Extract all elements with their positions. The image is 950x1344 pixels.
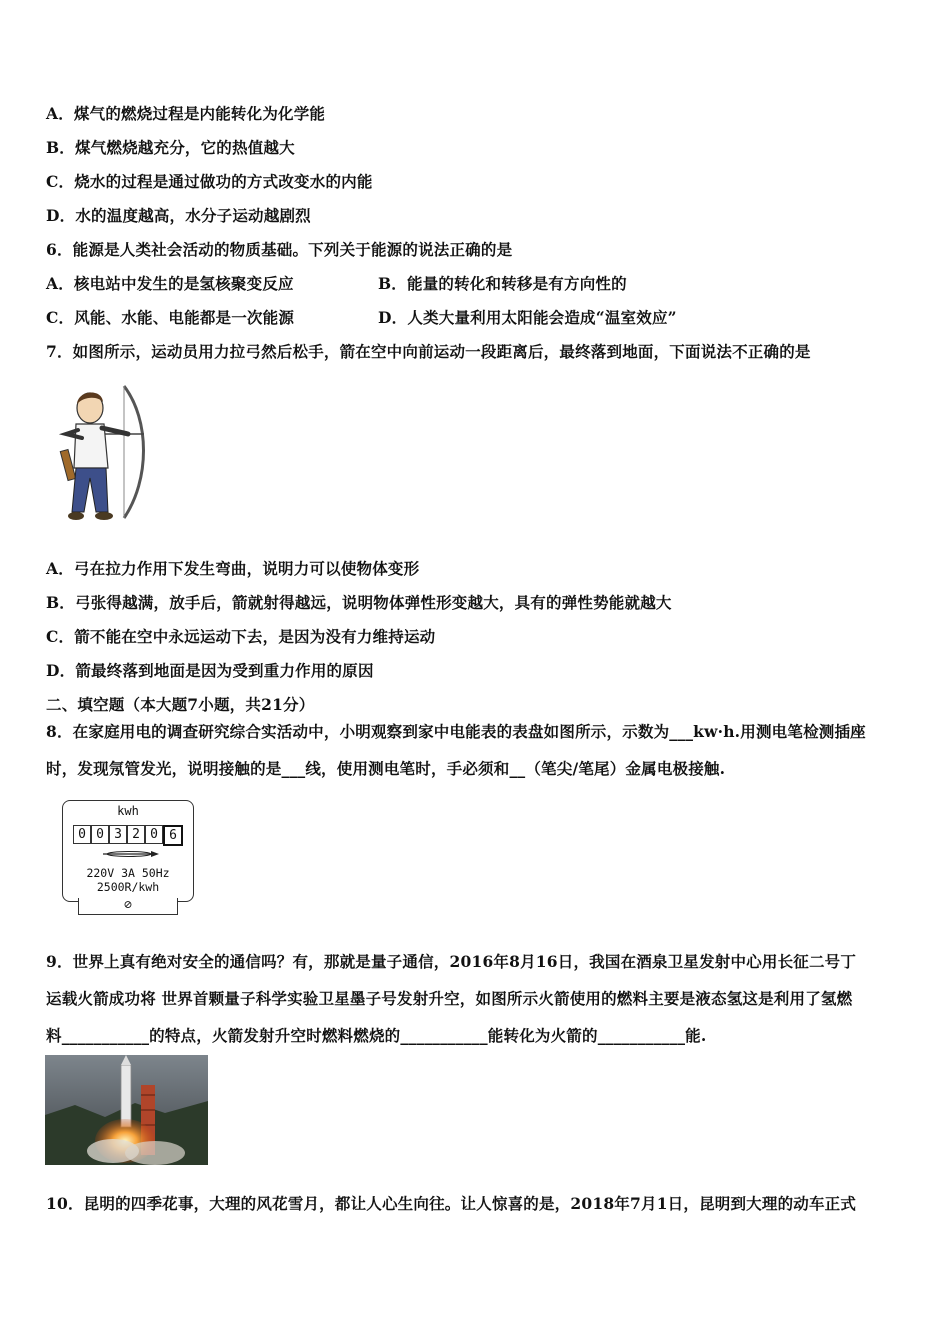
q5-option-b: B．煤气燃烧越充分，它的热值越大 (46, 138, 295, 157)
meter-base (78, 898, 178, 915)
q5-option-c: C．烧水的过程是通过做功的方式改变水的内能 (46, 172, 373, 191)
q5-option-d: D．水的温度越高，水分子运动越剧烈 (46, 206, 311, 225)
q6-option-c: C．风能、水能、电能都是一次能源 (46, 308, 295, 327)
q7-option-b: B．弓张得越满，放手后，箭就射得越远，说明物体弹性形变越大，具有的弹性势能就越大 (46, 593, 672, 612)
q7-option-a: A．弓在拉力作用下发生弯曲，说明力可以使物体变形 (46, 559, 420, 578)
q8-line-1: 8．在家庭用电的调查研究综合实活动中，小明观察到家中电能表的表盘如图所示，示数为___kw·h.用测电笔检测插座 (46, 722, 866, 741)
q7-option-d: D．箭最终落到地面是因为受到重力作用的原因 (46, 661, 374, 680)
q6-option-d: D．人类大量利用太阳能会造成“温室效应” (378, 308, 677, 327)
electric-meter (62, 800, 194, 902)
meter-unit-label: kwh (117, 804, 139, 818)
meter-foot-symbol: ⊘ (123, 898, 133, 911)
q7-stem: 7．如图所示，运动员用力拉弓然后松手，箭在空中向前运动一段距离后，最终落到地面，下面说法不正确的是 (46, 342, 811, 361)
q5-option-a: A．煤气的燃烧过程是内能转化为化学能 (46, 104, 326, 123)
rocket-launch-photo (45, 1055, 208, 1165)
bow-shape (124, 386, 144, 518)
q6-option-b: B．能量的转化和转移是有方向性的 (378, 274, 627, 293)
smoke-cloud-right (125, 1141, 185, 1165)
q9-line-2: 运载火箭成功将 世界首颗量子科学实验卫星墨子号发射升空，如图所示火箭使用的燃料主要是液态氢这是利用了氢燃 (46, 989, 853, 1008)
q7-option-c: C．箭不能在空中永远运动下去，是因为没有力维持运动 (46, 627, 436, 646)
meter-digit-row (73, 825, 183, 846)
section-two-heading: 二、填空题（本大题7小题，共21分） (46, 695, 315, 714)
meter-arrow-icon (101, 849, 161, 859)
q8-line-2: 时，发现氖管发光，说明接触的是___线，使用测电笔时，手必须和__（笔尖/笔尾）金属电极接触. (46, 759, 726, 778)
rocket-body (121, 1065, 131, 1127)
meter-digit: 2 (127, 825, 145, 844)
meter-digit: 3 (109, 825, 127, 844)
q9-line-1: 9．世界上真有绝对安全的通信吗？有，那就是量子通信，2016年8月16日，我国在酒泉卫星发射中心用长征二号丁 (46, 952, 857, 971)
meter-digit: 0 (73, 825, 91, 844)
meter-digit: 0 (91, 825, 109, 844)
meter-spec-voltage: 220V 3A 50Hz (86, 866, 170, 880)
archer-shoe-left (68, 512, 84, 520)
archer-figure (52, 380, 152, 525)
archer-legs (72, 468, 108, 512)
q6-stem: 6．能源是人类社会活动的物质基础。下列关于能源的说法正确的是 (46, 240, 513, 259)
archer-shoe-right (95, 512, 113, 520)
q10-line-1: 10．昆明的四季花事，大理的风花雪月，都让人心生向往。让人惊喜的是，2018年7月1日，昆明到大理的动车正式 (46, 1194, 857, 1213)
q6-option-a: A．核电站中发生的是氢核聚变反应 (46, 274, 294, 293)
meter-digit-decimal: 6 (163, 825, 183, 846)
meter-digit: 0 (145, 825, 163, 844)
q9-line-3: 料___________的特点，火箭发射升空时燃料燃烧的___________能转化为火箭的___________能. (46, 1026, 707, 1045)
meter-spec-rate: 2500R/kwh (96, 880, 160, 894)
quiver-shape (60, 449, 75, 480)
